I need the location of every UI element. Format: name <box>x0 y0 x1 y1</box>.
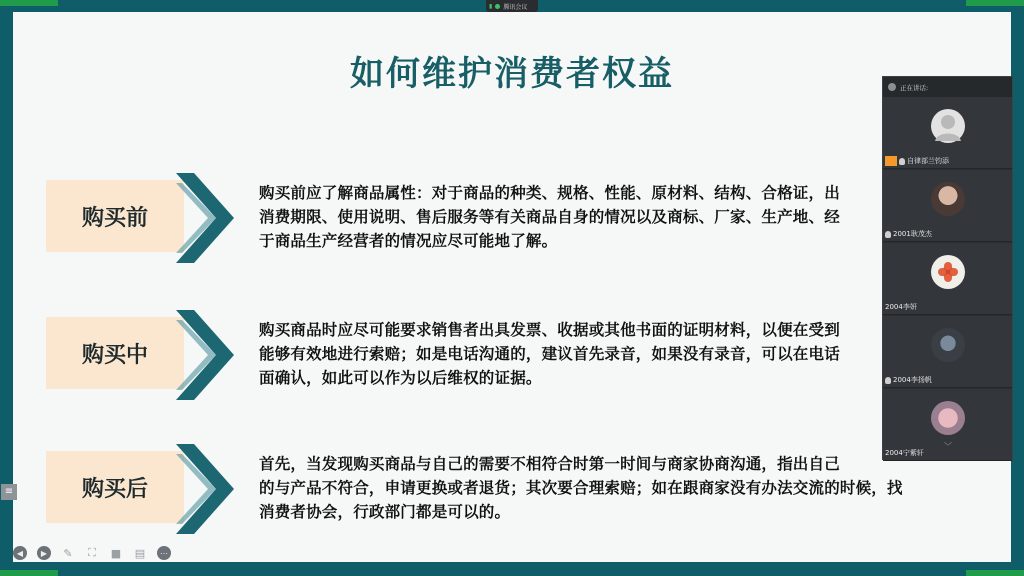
participant-name-row <box>885 302 917 312</box>
mic-icon <box>899 158 905 165</box>
participant-video-panel <box>882 76 1013 460</box>
section-label: 购买前 <box>81 205 148 231</box>
fullscreen-icon[interactable]: ⛶ <box>88 546 96 559</box>
chevron-arrow-icon <box>176 310 236 400</box>
description-line: 购买前应了解商品属性：对于商品的种类、规格、性能、原材料、结构、合格证，出 <box>259 184 840 202</box>
participant-tile[interactable] <box>883 243 1012 315</box>
participant-name-row <box>885 375 932 385</box>
camera-icon[interactable]: ■ <box>110 546 122 560</box>
signal-icon: ▮ <box>489 2 493 10</box>
presentation-slide <box>13 12 1011 562</box>
speaking-indicator <box>883 77 1012 97</box>
participant-tile[interactable] <box>883 316 1012 388</box>
frame-corner <box>966 0 1024 6</box>
description-line: 消费期限、使用说明、售后服务等有关商品自身的情况以及商标、厂家、生产地、经 <box>259 208 840 226</box>
participant-name-row <box>885 448 924 458</box>
section-label: 购买后 <box>81 476 148 502</box>
description-line: 购买商品时应尽可能要求销售者出具发票、收据或其他书面的证明材料，以便在受到 <box>259 321 840 339</box>
description-line: 消费者协会，行政部门都是可以的。 <box>259 503 511 521</box>
chevron-arrow-icon <box>176 173 236 263</box>
photo-avatar <box>931 182 965 216</box>
meeting-app-bar[interactable] <box>486 0 538 12</box>
photo-avatar <box>931 401 965 435</box>
app-name: 腾讯会议 <box>503 3 528 11</box>
description-line: 面确认，如此可以作为以后维权的证据。 <box>259 369 542 387</box>
section-tag <box>46 451 184 523</box>
section-before-purchase <box>46 173 1006 263</box>
side-menu-handle-icon[interactable]: ≡ <box>1 484 17 500</box>
participant-name: 2001耿茂杰 <box>893 230 932 238</box>
chevron-arrow-icon <box>176 444 236 534</box>
participant-tile[interactable] <box>883 170 1012 242</box>
section-description <box>259 452 999 524</box>
participant-name: 自律部兰钧添 <box>907 157 949 165</box>
participant-name-row <box>885 156 949 166</box>
speaker-avatar-icon <box>888 83 896 91</box>
frame-corner <box>0 0 58 6</box>
section-tag <box>46 180 184 252</box>
section-after-purchase <box>46 444 1006 534</box>
chat-icon[interactable]: ▤ <box>134 546 146 560</box>
frame-corner <box>966 570 1024 576</box>
section-tag <box>46 317 184 389</box>
host-badge-icon <box>885 156 897 166</box>
next-icon[interactable]: ▶ <box>37 546 51 560</box>
participant-name: 2004李妍 <box>885 303 917 311</box>
status-dot-icon <box>495 4 500 9</box>
section-label: 购买中 <box>81 342 148 368</box>
participant-name-row <box>885 229 932 239</box>
flower-avatar <box>931 255 965 289</box>
participant-name: 2004宁紫轩 <box>885 449 924 457</box>
section-during-purchase <box>46 310 1006 400</box>
mic-icon <box>885 377 891 384</box>
description-line: 的与产品不符合，申请更换或者退货；其次要合理索赔；如在跟商家没有办法交流的时候，找 <box>259 479 903 497</box>
presentation-toolbar <box>13 546 171 560</box>
more-icon[interactable]: ⋯ <box>157 546 171 560</box>
participant-name: 2004李扬帆 <box>893 376 932 384</box>
photo-avatar <box>931 328 965 362</box>
participant-tile[interactable] <box>883 97 1012 169</box>
description-line: 于商品生产经营者的情况应尽可能地了解。 <box>259 232 558 250</box>
speaking-label: 正在讲话: <box>900 83 929 92</box>
scroll-down-icon[interactable]: ﹀ <box>944 442 952 451</box>
prev-icon[interactable]: ◀ <box>13 546 27 560</box>
default-avatar <box>931 109 965 143</box>
pen-icon[interactable]: ✎ <box>63 546 73 560</box>
mic-icon <box>885 231 891 238</box>
frame-corner <box>0 570 58 576</box>
description-line: 能够有效地进行索赔；如是电话沟通的，建议首先录音，如果没有录音，可以在电话 <box>259 345 840 363</box>
slide-title: 如何维护消费者权益 <box>350 54 674 94</box>
description-line: 首先，当发现购买商品与自己的需要不相符合时第一时间与商家协商沟通，指出自己 <box>259 455 840 473</box>
